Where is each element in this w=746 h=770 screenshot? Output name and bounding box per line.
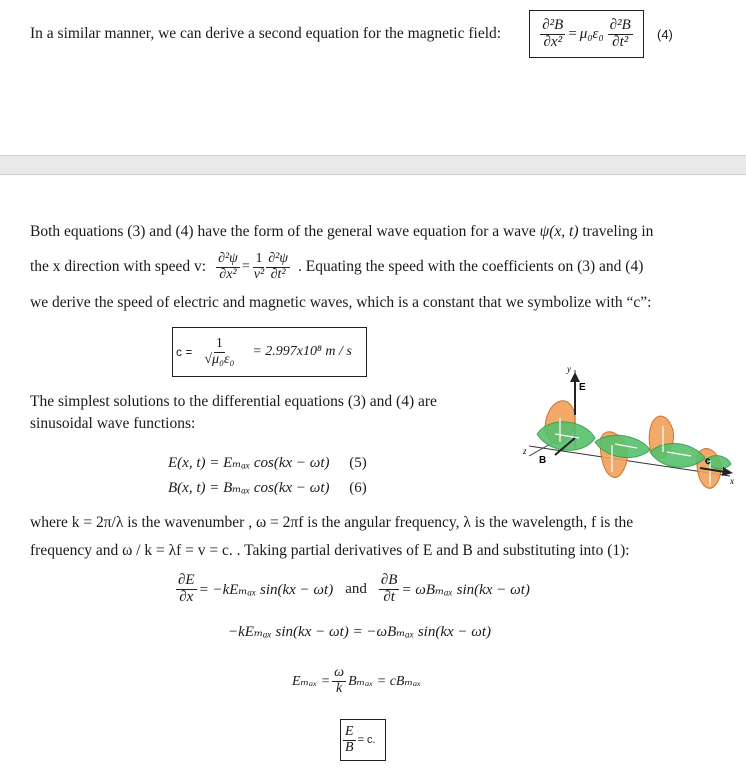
ratio-rhs: = c. bbox=[357, 734, 376, 746]
solution-b-equation: B(x, t) = Bₘₐₓ cos(kx − ωt) bbox=[168, 480, 330, 496]
para1-line2-after: . Equating the speed with the coefficients on (3) and (4) bbox=[298, 258, 644, 276]
speed-eq-den: √μ₀ε₀ bbox=[204, 351, 235, 367]
dB-den: ∂t bbox=[383, 588, 395, 605]
emax-num: ω bbox=[334, 665, 345, 680]
wave-function: ψ(x, t) bbox=[539, 223, 579, 240]
label-c: c bbox=[705, 456, 711, 467]
label-z: z bbox=[523, 446, 527, 456]
eq4-right-fraction bbox=[608, 18, 633, 51]
ratio-num: E bbox=[345, 723, 354, 739]
wave-eq-coef-num: 1 bbox=[255, 251, 263, 266]
solution-b bbox=[168, 478, 367, 497]
wave-eq-num-left: ∂²ψ bbox=[218, 251, 238, 266]
para1-line2 bbox=[30, 252, 643, 282]
eq4-den-left: ∂x² bbox=[543, 33, 563, 50]
eq4-equals: = bbox=[568, 25, 577, 42]
wave-eq-den-right: ∂t² bbox=[270, 266, 286, 282]
emax-den: k bbox=[336, 680, 343, 696]
label-e: E bbox=[579, 382, 586, 393]
wave-eq-equals: = bbox=[241, 259, 250, 275]
para2-line1: The simplest solutions to the differential equations (3) and (4) are bbox=[30, 393, 437, 410]
label-b: B bbox=[539, 455, 547, 466]
para1-line1 bbox=[30, 223, 653, 241]
intro-text: In a similar manner, we can derive a second equation for the magnetic field: bbox=[30, 25, 502, 42]
em-wave-figure bbox=[515, 360, 740, 500]
eq4-num-right: ∂²B bbox=[609, 16, 631, 33]
dE-den: ∂x bbox=[179, 588, 194, 605]
speed-eq-lhs: c = bbox=[176, 345, 193, 359]
para3-line2: frequency and ω / k = λf = v = c. . Taking partial derivatives of E and B and substituting into (1): bbox=[30, 542, 630, 559]
speed-eq-rhs: = 2.997x10⁸ m / s bbox=[252, 344, 352, 359]
para1-line1-before: Both equations (3) and (4) have the form of the general wave equation for a wave bbox=[30, 223, 536, 240]
wave-eq-coef-den: v² bbox=[253, 266, 265, 282]
label-x: x bbox=[730, 476, 734, 486]
wave-eq-den-left: ∂x² bbox=[219, 266, 237, 282]
para3-line1: where k = 2π/λ is the wavenumber , ω = 2πf is the angular frequency, λ is the wavelength, f is the bbox=[30, 514, 634, 531]
general-wave-equation bbox=[216, 252, 290, 282]
e-vector-head bbox=[570, 372, 580, 382]
para1-line1-after: traveling in bbox=[582, 223, 654, 240]
solution-e bbox=[168, 453, 367, 472]
section-separator bbox=[0, 155, 746, 175]
eq4-coefficient: μ₀ε₀ bbox=[579, 25, 604, 42]
emax-equation bbox=[292, 666, 421, 696]
equation-4-number: (4) bbox=[657, 27, 673, 42]
eq4-num-left: ∂²B bbox=[542, 16, 564, 33]
speed-eq-fraction bbox=[194, 337, 244, 367]
wave-eq-num-right: ∂²ψ bbox=[268, 251, 289, 266]
dB-num: ∂B bbox=[380, 572, 398, 588]
para1-line3: we derive the speed of electric and magnetic waves, which is a constant that we symbolize with “c”: bbox=[30, 294, 652, 311]
ratio-den: B bbox=[345, 739, 354, 755]
speed-equation-box bbox=[172, 327, 367, 377]
dE-num: ∂E bbox=[178, 572, 195, 588]
dE-rhs: = −kEₘₐₓ sin(kx − ωt) bbox=[198, 581, 334, 598]
equation-4-box bbox=[529, 10, 644, 58]
solution-e-number: (5) bbox=[349, 455, 367, 471]
para1-line2-before: the x direction with speed v: bbox=[30, 258, 207, 276]
ratio-box bbox=[340, 719, 386, 761]
partial-derivatives bbox=[176, 573, 530, 606]
emax-rhs: Bₘₐₓ = cBₘₐₓ bbox=[348, 673, 422, 689]
solution-b-number: (6) bbox=[349, 480, 367, 496]
combined-equation: −kEₘₐₓ sin(kx − ωt) = −ωBₘₐₓ sin(kx − ωt) bbox=[228, 624, 492, 640]
emax-lhs: Eₘₐₓ = bbox=[292, 673, 331, 689]
and-word: and bbox=[345, 580, 367, 597]
para2-line2: sinusoidal wave functions: bbox=[30, 415, 196, 432]
speed-eq-num: 1 bbox=[215, 335, 223, 351]
dB-rhs: = ωBₘₐₓ sin(kx − ωt) bbox=[401, 581, 530, 598]
eq4-den-right: ∂t² bbox=[612, 33, 629, 50]
c-vector-head bbox=[722, 467, 733, 476]
label-y: y bbox=[567, 364, 571, 374]
solution-e-equation: E(x, t) = Eₘₐₓ cos(kx − ωt) bbox=[168, 455, 330, 471]
eq4-left-fraction bbox=[540, 18, 565, 51]
